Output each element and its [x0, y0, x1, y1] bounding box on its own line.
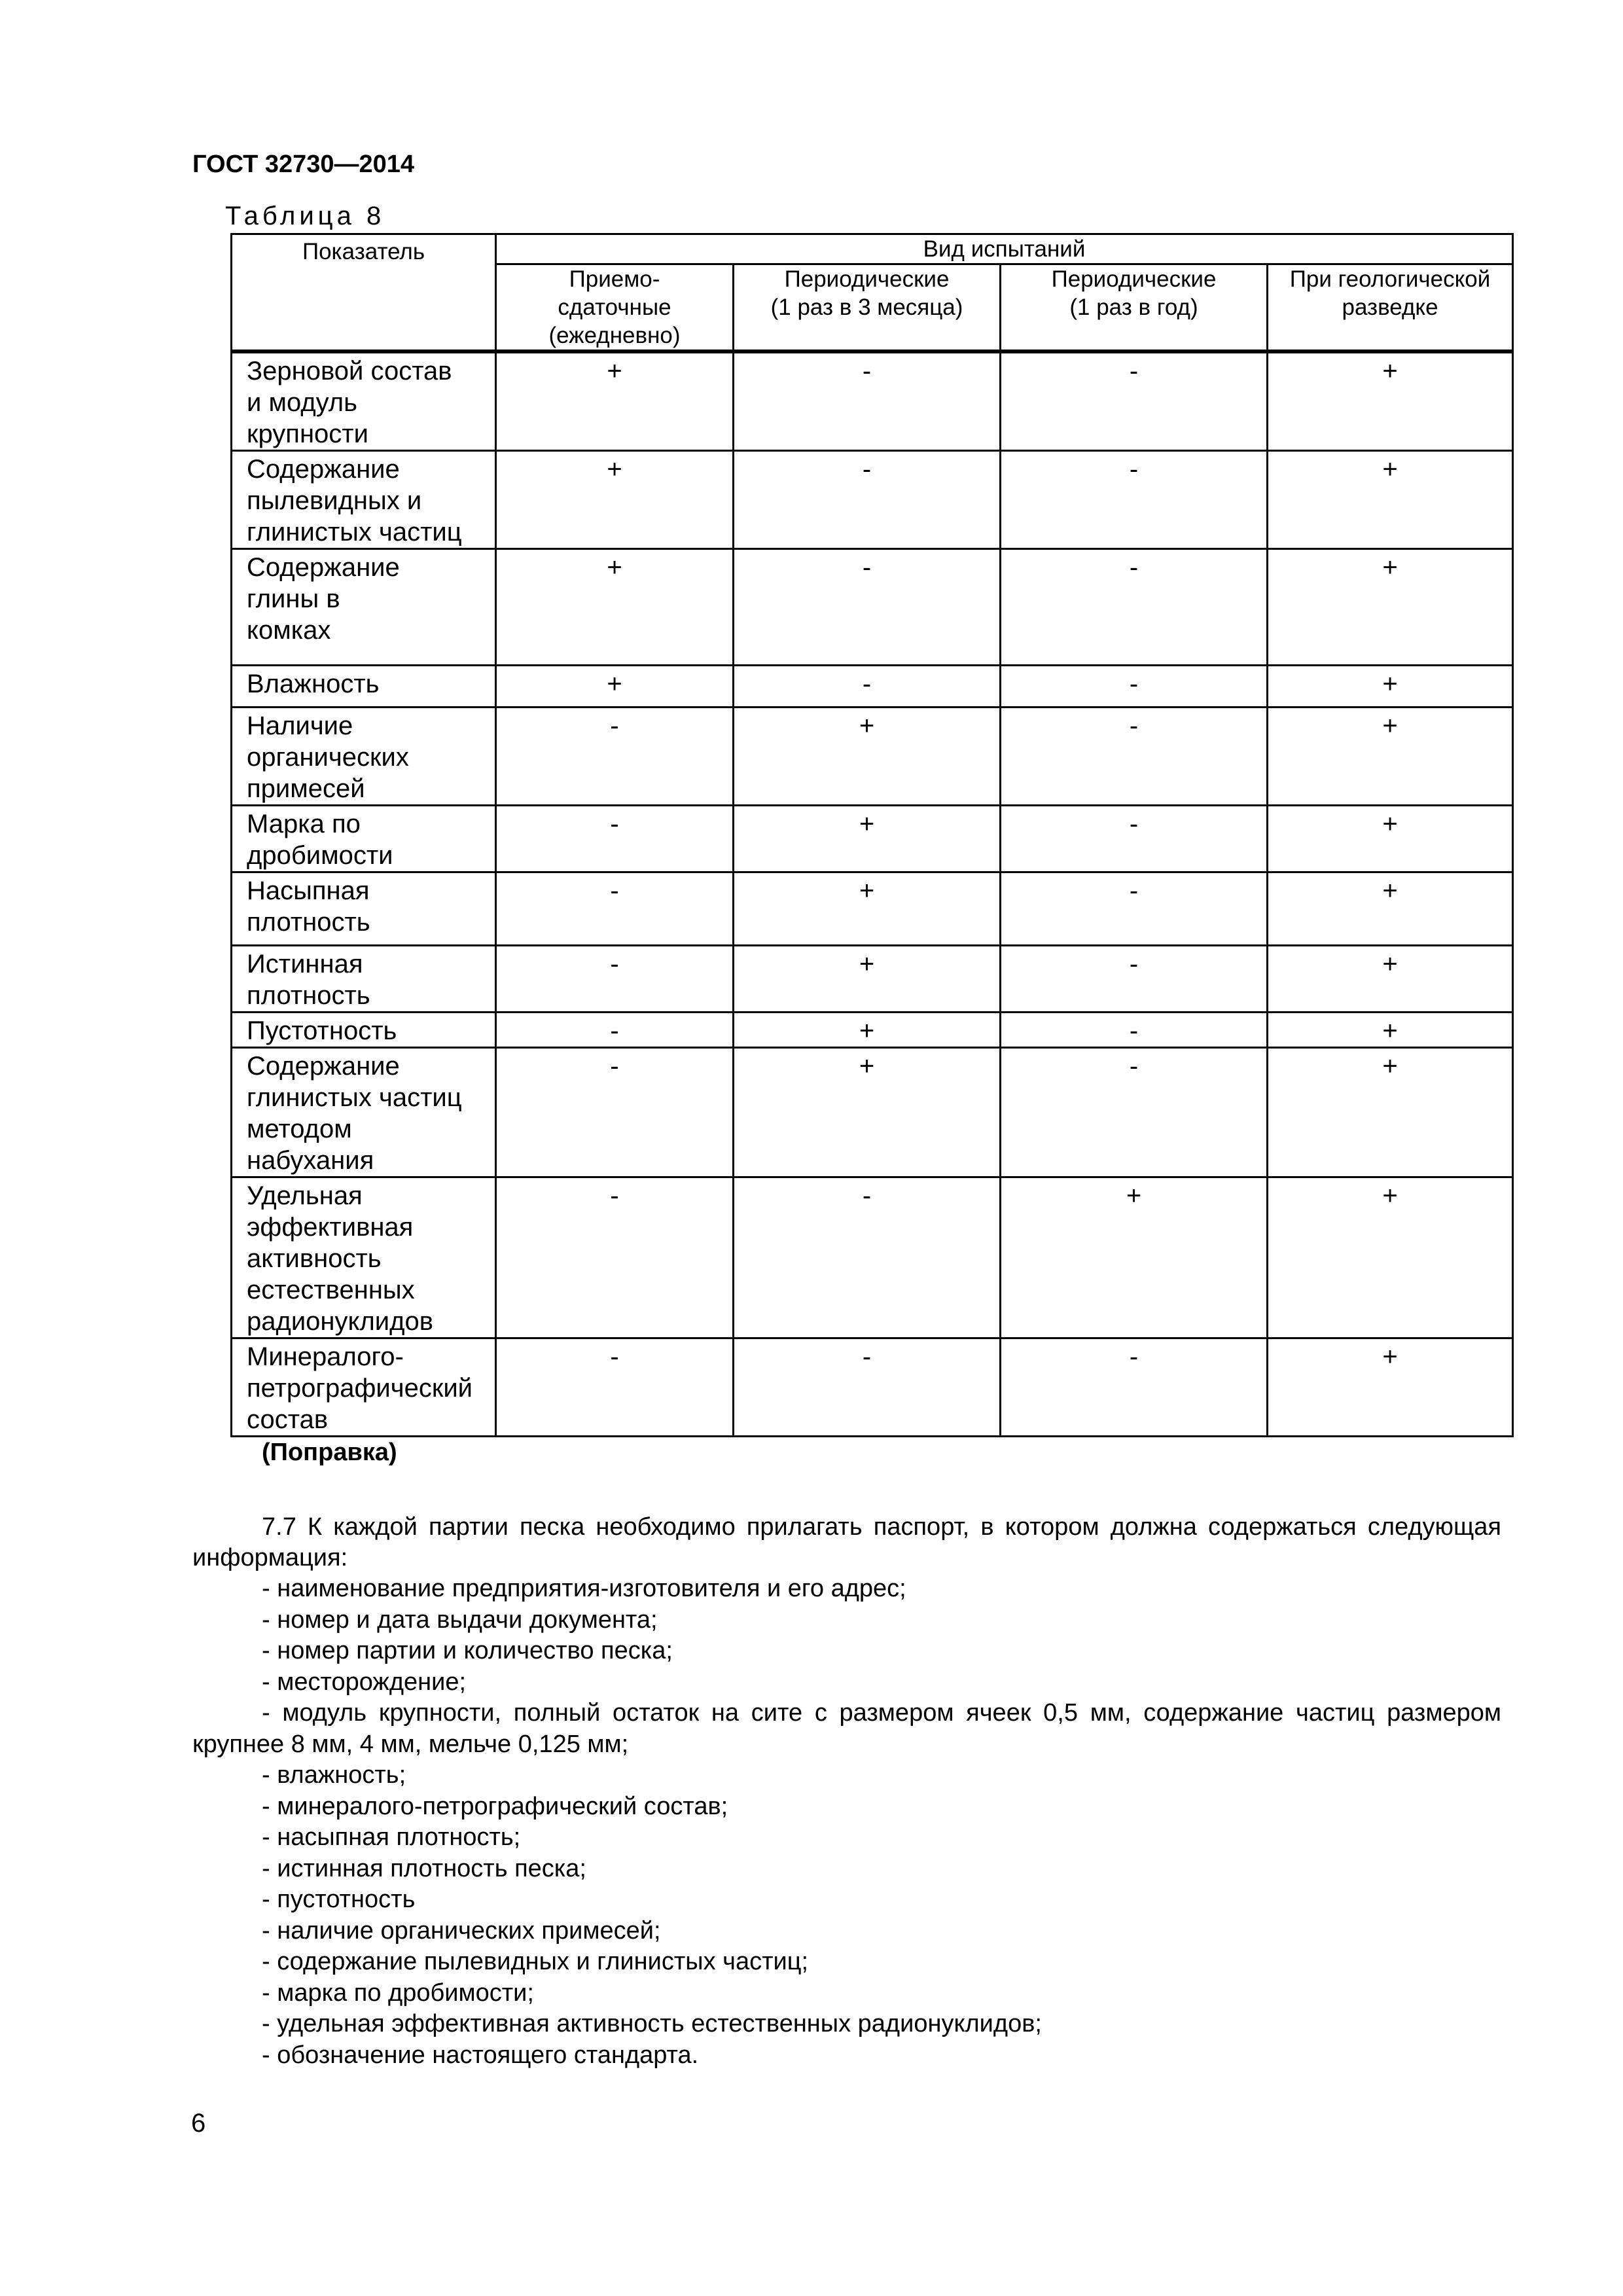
table-row	[232, 872, 1513, 946]
list-item: - насыпная плотность;	[262, 1823, 521, 1851]
list-item: - пустотность	[262, 1886, 416, 1913]
test-mark: -	[1001, 451, 1268, 549]
table-row	[232, 666, 1513, 708]
test-mark: +	[1268, 1048, 1513, 1177]
test-mark: -	[1001, 946, 1268, 1013]
list-item: - обозначение настоящего стандарта.	[262, 2041, 699, 2069]
test-mark: -	[1001, 1338, 1268, 1437]
table-row	[232, 1013, 1513, 1048]
test-mark: +	[1001, 1177, 1268, 1338]
test-mark: -	[734, 666, 1001, 708]
row-parameter: Зерновой состав и модуль крупности	[232, 351, 496, 451]
test-mark: -	[734, 549, 1001, 666]
test-mark: +	[1268, 1177, 1513, 1338]
test-mark: -	[496, 1177, 734, 1338]
page-number: 6	[191, 2109, 206, 2138]
list-item: - номер партии и количество песка;	[262, 1637, 673, 1664]
column-group-header: Вид испытаний	[496, 234, 1513, 264]
test-mark: -	[496, 946, 734, 1013]
row-parameter: Содержание пылевидных и глинистых частиц	[232, 451, 496, 549]
table-caption: Таблица 8	[225, 202, 385, 230]
column-header: Периодические (1 раз в 3 месяца)	[734, 264, 1001, 352]
test-mark: -	[734, 1177, 1001, 1338]
test-mark: +	[1268, 708, 1513, 806]
list-item: - номер и дата выдачи документа;	[262, 1605, 658, 1634]
test-mark: +	[496, 666, 734, 708]
test-types-table	[230, 233, 1514, 1437]
row-parameter: Удельная эффективная активность естественных радионуклидов	[232, 1177, 496, 1338]
test-mark: +	[734, 708, 1001, 806]
column-header-parameter: Показатель	[232, 234, 496, 352]
test-mark: -	[1001, 872, 1268, 946]
row-parameter: Марка по дробимости	[232, 806, 496, 872]
table-row	[232, 549, 1513, 666]
document-header: ГОСТ 32730—2014	[192, 151, 415, 178]
table-row	[232, 1338, 1513, 1437]
test-mark: +	[734, 872, 1001, 946]
table-row	[232, 1048, 1513, 1177]
test-mark: -	[1001, 1013, 1268, 1048]
table-row	[232, 1177, 1513, 1338]
test-mark: -	[496, 872, 734, 946]
list-item: - влажность;	[262, 1761, 406, 1789]
list-item: - минералого-петрографический состав;	[262, 1792, 728, 1820]
test-mark: -	[496, 806, 734, 872]
test-mark: -	[1001, 549, 1268, 666]
row-parameter: Насыпная плотность	[232, 872, 496, 946]
test-mark: +	[496, 549, 734, 666]
test-mark: +	[496, 451, 734, 549]
test-mark: +	[1268, 549, 1513, 666]
test-mark: -	[734, 1338, 1001, 1437]
row-parameter: Содержание глины в комках	[232, 549, 496, 666]
test-mark: +	[496, 351, 734, 451]
test-mark: +	[1268, 946, 1513, 1013]
passport-info-list	[192, 1573, 1501, 2071]
row-parameter: Содержание глинистых частиц методом набухания	[232, 1048, 496, 1177]
test-mark: +	[1268, 666, 1513, 708]
table-row	[232, 451, 1513, 549]
list-item: - модуль крупности, полный остаток на сите с размером ячеек 0,5 мм, содержание частиц размером крупнее 8 мм, 4 мм, мельче 0,125 мм;	[192, 1699, 1501, 1758]
test-mark: -	[496, 1338, 734, 1437]
test-mark: -	[1001, 351, 1268, 451]
test-mark: +	[734, 946, 1001, 1013]
paragraph-7-7: 7.7 К каждой партии песка необходимо прилагать паспорт, в котором должна содержаться следующая информация:	[192, 1513, 1501, 1571]
test-mark: +	[734, 1013, 1001, 1048]
column-header: Периодические (1 раз в год)	[1001, 264, 1268, 352]
test-mark: +	[1268, 1338, 1513, 1437]
test-mark: -	[1001, 666, 1268, 708]
test-mark: -	[1001, 1048, 1268, 1177]
row-parameter: Истинная плотность	[232, 946, 496, 1013]
test-mark: -	[734, 351, 1001, 451]
test-mark: +	[734, 806, 1001, 872]
test-mark: -	[734, 451, 1001, 549]
list-item: - наименование предприятия-изготовителя и его адрес;	[262, 1575, 906, 1602]
amendment-note: (Поправка)	[262, 1439, 397, 1466]
list-item: - содержание пылевидных и глинистых частиц;	[262, 1948, 809, 1975]
test-mark: -	[496, 708, 734, 806]
list-item: - марка по дробимости;	[262, 1979, 534, 2007]
test-mark: -	[1001, 806, 1268, 872]
table-row	[232, 806, 1513, 872]
test-mark: +	[1268, 872, 1513, 946]
test-mark: +	[1268, 451, 1513, 549]
list-item: - месторождение;	[262, 1668, 467, 1696]
row-parameter: Влажность	[232, 666, 496, 708]
test-mark: +	[734, 1048, 1001, 1177]
list-item: - удельная эффективная активность естественных радионуклидов;	[262, 2010, 1042, 2037]
list-item: - истинная плотность песка;	[262, 1854, 586, 1882]
table-row	[232, 946, 1513, 1013]
column-header: Приемо- сдаточные (ежедневно)	[496, 264, 734, 352]
test-mark: +	[1268, 806, 1513, 872]
column-header: При геологической разведке	[1268, 264, 1513, 352]
row-parameter: Пустотность	[232, 1013, 496, 1048]
row-parameter: Минералого- петрографический состав	[232, 1338, 496, 1437]
test-mark: -	[496, 1048, 734, 1177]
test-mark: -	[496, 1013, 734, 1048]
test-mark: +	[1268, 1013, 1513, 1048]
table-row	[232, 351, 1513, 451]
row-parameter: Наличие органических примесей	[232, 708, 496, 806]
table-row	[232, 708, 1513, 806]
test-mark: -	[1001, 708, 1268, 806]
test-mark: +	[1268, 351, 1513, 451]
list-item: - наличие органических примесей;	[262, 1916, 661, 1945]
